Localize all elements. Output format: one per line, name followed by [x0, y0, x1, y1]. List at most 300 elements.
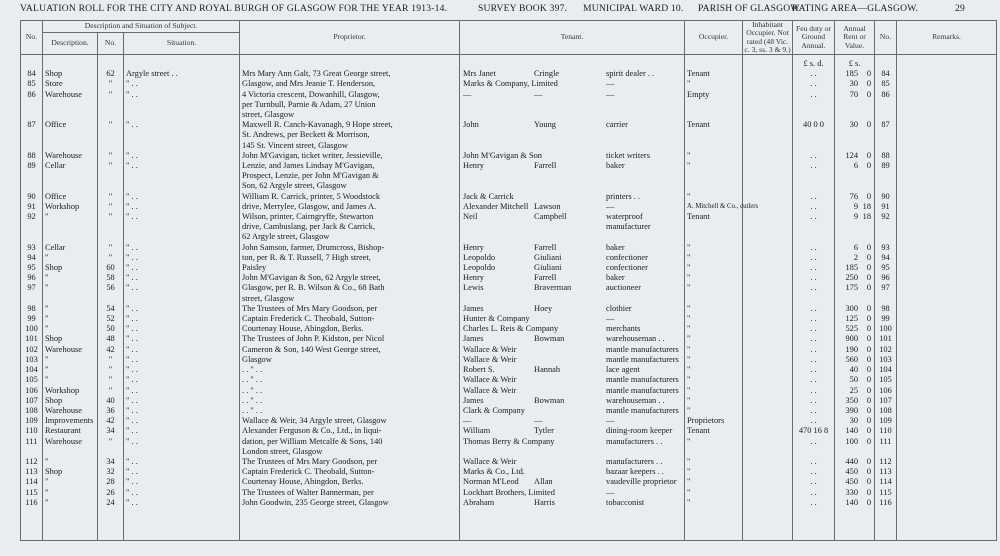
feu-duty: 470 16 8 [793, 426, 835, 436]
situation: " . . [124, 273, 240, 283]
proprietor: Cameron & Son, 140 West George street, [240, 345, 460, 355]
inhabitant-occupier [743, 467, 793, 477]
survey-book: SURVEY BOOK 397. [478, 3, 568, 14]
tenant-name: Marks & Co., Ltd. [463, 467, 525, 477]
inhabitant-occupier [743, 345, 793, 355]
tenant-trade: mantle manufacturers [606, 375, 679, 385]
tenant-trade: — [606, 79, 615, 89]
occupier: Tenant [685, 212, 743, 222]
occupier: Empty [685, 90, 743, 100]
rent-pounds: 9 [853, 212, 859, 222]
occupier: Tenant [685, 120, 743, 130]
table-row [21, 110, 997, 120]
remarks [897, 447, 997, 457]
description: Warehouse [43, 406, 98, 416]
entry-no-right: 106 [875, 386, 897, 396]
situation: " . . [124, 283, 240, 293]
table-row [21, 437, 997, 447]
entry-no-right: 104 [875, 365, 897, 375]
feu-duty [793, 447, 835, 457]
inhabitant-occupier [743, 151, 793, 161]
tenant [460, 324, 685, 334]
rent-pounds: 25 [849, 385, 859, 395]
page-header [0, 2, 1000, 16]
situation [124, 110, 240, 120]
remarks [897, 365, 997, 375]
situation: " . . [124, 243, 240, 253]
tenant-trade: waterproof [606, 212, 643, 222]
rent-shillings: 0 [866, 354, 872, 364]
rent-pounds: 450 [845, 477, 859, 487]
situation: " . . [124, 426, 240, 436]
tenant-name: Mrs Janet [463, 69, 496, 79]
table-row [21, 130, 997, 140]
rating-area: RATING AREA—GLASGOW. [792, 3, 919, 14]
feu-duty [793, 222, 835, 232]
description: Store [43, 79, 98, 89]
feu-duty: . . [793, 437, 835, 447]
annual-rent [835, 171, 875, 181]
proprietor: Maxwell R. Canch-Kavanagh, 9 Hope street, [240, 120, 460, 130]
table-row [21, 426, 997, 436]
street-number: 60 [98, 263, 124, 273]
feu-duty: . . [793, 161, 835, 171]
occupier [685, 222, 743, 232]
tenant-trade: printers . . [606, 191, 640, 201]
occupier: " [685, 437, 743, 447]
entry-no: 106 [21, 386, 43, 396]
tenant [460, 263, 685, 273]
situation: " . . [124, 263, 240, 273]
inhabitant-occupier [743, 120, 793, 130]
proprietor: John M'Gavigan, ticket writer, Jessieville, [240, 151, 460, 161]
rent-pounds: 185 [845, 69, 859, 79]
tenant-name: Wallace & Weir [463, 385, 517, 395]
roll-title: VALUATION ROLL FOR THE CITY AND ROYAL BURGH OF GLASGOW FOR THE YEAR 1913-14. [20, 3, 448, 14]
entry-no: 108 [21, 406, 43, 416]
tenant [460, 334, 685, 344]
description: " [43, 457, 98, 467]
entry-no-right: 115 [875, 488, 897, 498]
tenant [460, 406, 685, 416]
table-row [21, 141, 997, 151]
street-number: 62 [98, 69, 124, 79]
remarks [897, 416, 997, 426]
inhabitant-occupier [743, 263, 793, 273]
proprietor: Mrs Mary Ann Galt, 73 Great George street, [240, 69, 460, 79]
col-desc-group: Description and Situation of Subject. [43, 21, 240, 33]
annual-rent [835, 161, 875, 171]
proprietor: street, Glasgow [240, 110, 460, 120]
tenant-name: Wallace & Weir [463, 456, 517, 466]
annual-rent [835, 232, 875, 242]
inhabitant-occupier [743, 79, 793, 89]
rent-pounds: 2 [853, 252, 859, 262]
street-number: " [98, 386, 124, 396]
table-row [21, 406, 997, 416]
municipal-ward: MUNICIPAL WARD 10. [583, 3, 684, 14]
remarks [897, 151, 997, 161]
annual-rent [835, 365, 875, 375]
situation: " . . [124, 375, 240, 385]
entry-no: 91 [21, 202, 43, 212]
tenant-surname: Hannah [534, 365, 561, 375]
entry-no-right: 99 [875, 314, 897, 324]
tenant [460, 79, 685, 89]
situation: " . . [124, 396, 240, 406]
col-description: Description. [43, 33, 98, 55]
remarks [897, 273, 997, 283]
occupier: " [685, 396, 743, 406]
annual-rent [835, 426, 875, 436]
proprietor: The Trustees of Walter Bannerman, per [240, 488, 460, 498]
proprietor: drive, Merrylee, Glasgow, and James A. [240, 202, 460, 212]
inhabitant-occupier [743, 375, 793, 385]
remarks [897, 141, 997, 151]
tenant-surname: Farrell [534, 273, 557, 283]
tenant [460, 386, 685, 396]
tenant-trade: ticket writers [606, 150, 650, 160]
rent-pounds: 190 [845, 344, 859, 354]
annual-rent [835, 110, 875, 120]
street-number: 56 [98, 283, 124, 293]
tenant [460, 181, 685, 191]
rent-pounds: 125 [845, 314, 859, 324]
remarks [897, 232, 997, 242]
tenant-trade: mantle manufacturers [606, 344, 679, 354]
entry-no-right: 87 [875, 120, 897, 130]
feu-duty: . . [793, 406, 835, 416]
occupier [685, 130, 743, 140]
annual-rent [835, 437, 875, 447]
remarks [897, 304, 997, 314]
tenant-name: Wallace & Weir [463, 344, 517, 354]
annual-rent [835, 79, 875, 89]
description [43, 181, 98, 191]
street-number: " [98, 212, 124, 222]
entry-no-right: 102 [875, 345, 897, 355]
feu-duty: . . [793, 192, 835, 202]
tenant-trade: lace agent [606, 365, 640, 375]
table-row [21, 212, 997, 222]
situation: " . . [124, 324, 240, 334]
entry-no: 110 [21, 426, 43, 436]
feu-duty: . . [793, 365, 835, 375]
table-row [21, 69, 997, 79]
street-number: 36 [98, 406, 124, 416]
rent-shillings: 0 [866, 314, 872, 324]
roll-body [21, 55, 997, 541]
entry-no-right [875, 141, 897, 151]
tenant-trade: — [606, 416, 615, 426]
situation: " . . [124, 334, 240, 344]
entry-no-right [875, 181, 897, 191]
remarks [897, 375, 997, 385]
inhabitant-occupier [743, 437, 793, 447]
situation: " . . [124, 212, 240, 222]
feu-duty [793, 232, 835, 242]
rent-pounds: 124 [845, 150, 859, 160]
remarks [897, 386, 997, 396]
inhabitant-occupier [743, 69, 793, 79]
rent-pounds: 6 [853, 242, 859, 252]
remarks [897, 100, 997, 110]
feu-duty: . . [793, 273, 835, 283]
tenant-trade: warehouseman . . [606, 334, 665, 344]
remarks [897, 355, 997, 365]
proprietor: Captain Frederick C. Theobald, Sutton- [240, 314, 460, 324]
tenant-surname: Allan [534, 477, 553, 487]
occupier: " [685, 304, 743, 314]
tenant-trade: spirit dealer . . [606, 69, 655, 79]
entry-no: 85 [21, 79, 43, 89]
inhabitant-occupier [743, 386, 793, 396]
entry-no: 94 [21, 253, 43, 263]
description: Shop [43, 334, 98, 344]
table-row [21, 273, 997, 283]
table-row [21, 232, 997, 242]
tenant-trade: bazaar keepers . . [606, 467, 664, 477]
tenant-name: Wallace & Weir [463, 354, 517, 364]
occupier: " [685, 161, 743, 171]
entry-no-right: 96 [875, 273, 897, 283]
table-row [21, 457, 997, 467]
entry-no [21, 110, 43, 120]
description: " [43, 314, 98, 324]
street-number: " [98, 202, 124, 212]
proprietor: Wilson, printer, Cairngryffe, Stewarton [240, 212, 460, 222]
tenant-name: James [463, 303, 484, 313]
rent-pounds: 250 [845, 273, 859, 283]
feu-duty [793, 100, 835, 110]
street-number: " [98, 243, 124, 253]
street-number [98, 171, 124, 181]
rent-pounds: 76 [849, 191, 859, 201]
tenant-surname: Farrell [534, 161, 557, 171]
remarks [897, 90, 997, 100]
street-number: " [98, 90, 124, 100]
inhabitant-occupier [743, 314, 793, 324]
feu-duty: . . [793, 477, 835, 487]
entry-no-right [875, 232, 897, 242]
table-row [21, 253, 997, 263]
entry-no [21, 447, 43, 457]
proprietor: dation, per William Metcalfe & Sons, 140 [240, 437, 460, 447]
tenant [460, 304, 685, 314]
tenant-trade: manufacturers . . [606, 436, 663, 446]
proprietor: Glasgow [240, 355, 460, 365]
rent-shillings: 0 [866, 375, 872, 385]
entry-no-right: 94 [875, 253, 897, 263]
tenant-name: Leopoldo [463, 263, 496, 273]
tenant [460, 171, 685, 181]
remarks [897, 192, 997, 202]
entry-no: 92 [21, 212, 43, 222]
description: " [43, 365, 98, 375]
occupier: " [685, 467, 743, 477]
situation: " . . [124, 416, 240, 426]
remarks [897, 406, 997, 416]
tenant-surname: Lawson [534, 201, 561, 211]
page-number: 29 [955, 3, 965, 14]
street-number: " [98, 253, 124, 263]
tenant [460, 467, 685, 477]
rent-shillings: 0 [866, 242, 872, 252]
rent-shillings: 0 [866, 405, 872, 415]
entry-no-right [875, 294, 897, 304]
proprietor: Lenzie, and James Lindsay M'Gavigan, [240, 161, 460, 171]
occupier: " [685, 253, 743, 263]
street-number: " [98, 355, 124, 365]
occupier: " [685, 334, 743, 344]
situation: " . . [124, 406, 240, 416]
feu-duty: . . [793, 467, 835, 477]
street-number: " [98, 151, 124, 161]
entry-no: 96 [21, 273, 43, 283]
entry-no-right: 114 [875, 477, 897, 487]
entry-no-right: 113 [875, 467, 897, 477]
annual-rent [835, 447, 875, 457]
description: Office [43, 120, 98, 130]
rent-shillings: 0 [866, 456, 872, 466]
rent-pounds: 560 [845, 354, 859, 364]
tenant-trade: auctioneer [606, 283, 641, 293]
remarks [897, 243, 997, 253]
tenant [460, 141, 685, 151]
rent-pounds: 100 [845, 436, 859, 446]
feu-duty: . . [793, 151, 835, 161]
entry-no: 109 [21, 416, 43, 426]
annual-rent [835, 222, 875, 232]
situation: " . . [124, 386, 240, 396]
table-row [21, 488, 997, 498]
proprietor: 145 St. Vincent street, Glasgow [240, 141, 460, 151]
inhabitant-occupier [743, 253, 793, 263]
table-row [21, 334, 997, 344]
occupier: " [685, 314, 743, 324]
occupier: " [685, 263, 743, 273]
tenant-trade: baker [606, 242, 625, 252]
entry-no: 107 [21, 396, 43, 406]
tenant-name: Charles L. Reis & Company [463, 324, 559, 334]
feu-duty: . . [793, 202, 835, 212]
description: Improvements [43, 416, 98, 426]
tenant [460, 253, 685, 263]
situation [124, 232, 240, 242]
rent-shillings: 0 [866, 273, 872, 283]
inhabitant-occupier [743, 447, 793, 457]
description [43, 232, 98, 242]
entry-no [21, 294, 43, 304]
proprietor: 62 Argyle street, Glasgow [240, 232, 460, 242]
street-number: 50 [98, 324, 124, 334]
street-number: 42 [98, 416, 124, 426]
tenant-trade: warehouseman . . [606, 395, 665, 405]
tenant [460, 222, 685, 232]
rent-shillings: 0 [866, 385, 872, 395]
description: " [43, 283, 98, 293]
feu-units: £ s. d. [793, 59, 835, 69]
table-row [21, 314, 997, 324]
proprietor: The Trustees of John P. Kidston, per Nicol [240, 334, 460, 344]
street-number: " [98, 120, 124, 130]
annual-rent [835, 120, 875, 130]
inhabitant-occupier [743, 334, 793, 344]
tenant-name: James [463, 334, 484, 344]
rent-shillings: 0 [866, 487, 872, 497]
occupier: " [685, 273, 743, 283]
description [43, 100, 98, 110]
feu-duty: . . [793, 375, 835, 385]
occupier [685, 100, 743, 110]
tenant [460, 110, 685, 120]
description: Shop [43, 69, 98, 79]
tenant-surname: Giuliani [534, 252, 562, 262]
entry-no-right: 101 [875, 334, 897, 344]
table-row [21, 100, 997, 110]
entry-no [21, 130, 43, 140]
tenant [460, 283, 685, 293]
occupier: " [685, 477, 743, 487]
rent-shillings: 0 [866, 426, 872, 436]
street-number: " [98, 437, 124, 447]
remarks [897, 263, 997, 273]
rent-shillings: 0 [866, 89, 872, 99]
feu-duty: . . [793, 334, 835, 344]
tenant-trade: confectioner [606, 263, 648, 273]
tenant-surname: Farrell [534, 242, 557, 252]
tenant [460, 488, 685, 498]
inhabitant-occupier [743, 273, 793, 283]
situation: " . . [124, 355, 240, 365]
entry-no-right [875, 171, 897, 181]
situation [124, 181, 240, 191]
entry-no: 100 [21, 324, 43, 334]
street-number [98, 222, 124, 232]
inhabitant-occupier [743, 426, 793, 436]
street-number: 28 [98, 477, 124, 487]
tenant-name: Leopoldo [463, 252, 496, 262]
col-feu: Feu duty or Ground Annual. [793, 21, 835, 55]
entry-no: 93 [21, 243, 43, 253]
inhabitant-occupier [743, 457, 793, 467]
annual-rent [835, 324, 875, 334]
col-remarks: Remarks. [897, 21, 997, 55]
annual-rent [835, 355, 875, 365]
street-number: 26 [98, 488, 124, 498]
tenant-trade: manufacturers . . [606, 456, 663, 466]
street-number: 32 [98, 467, 124, 477]
remarks [897, 161, 997, 171]
occupier [685, 141, 743, 151]
table-row [21, 79, 997, 89]
street-number [98, 141, 124, 151]
occupier: " [685, 406, 743, 416]
inhabitant-occupier [743, 498, 793, 508]
inhabitant-occupier [743, 222, 793, 232]
table-row [21, 263, 997, 273]
feu-duty: . . [793, 212, 835, 222]
tenant-name: — [463, 89, 472, 99]
description: Warehouse [43, 90, 98, 100]
situation: " . . [124, 488, 240, 498]
remarks [897, 396, 997, 406]
rent-shillings: 0 [866, 303, 872, 313]
proprietor: John Samson, farmer, Drumcross, Bishop- [240, 243, 460, 253]
entry-no: 90 [21, 192, 43, 202]
situation [124, 447, 240, 457]
tenant-name: James [463, 395, 484, 405]
